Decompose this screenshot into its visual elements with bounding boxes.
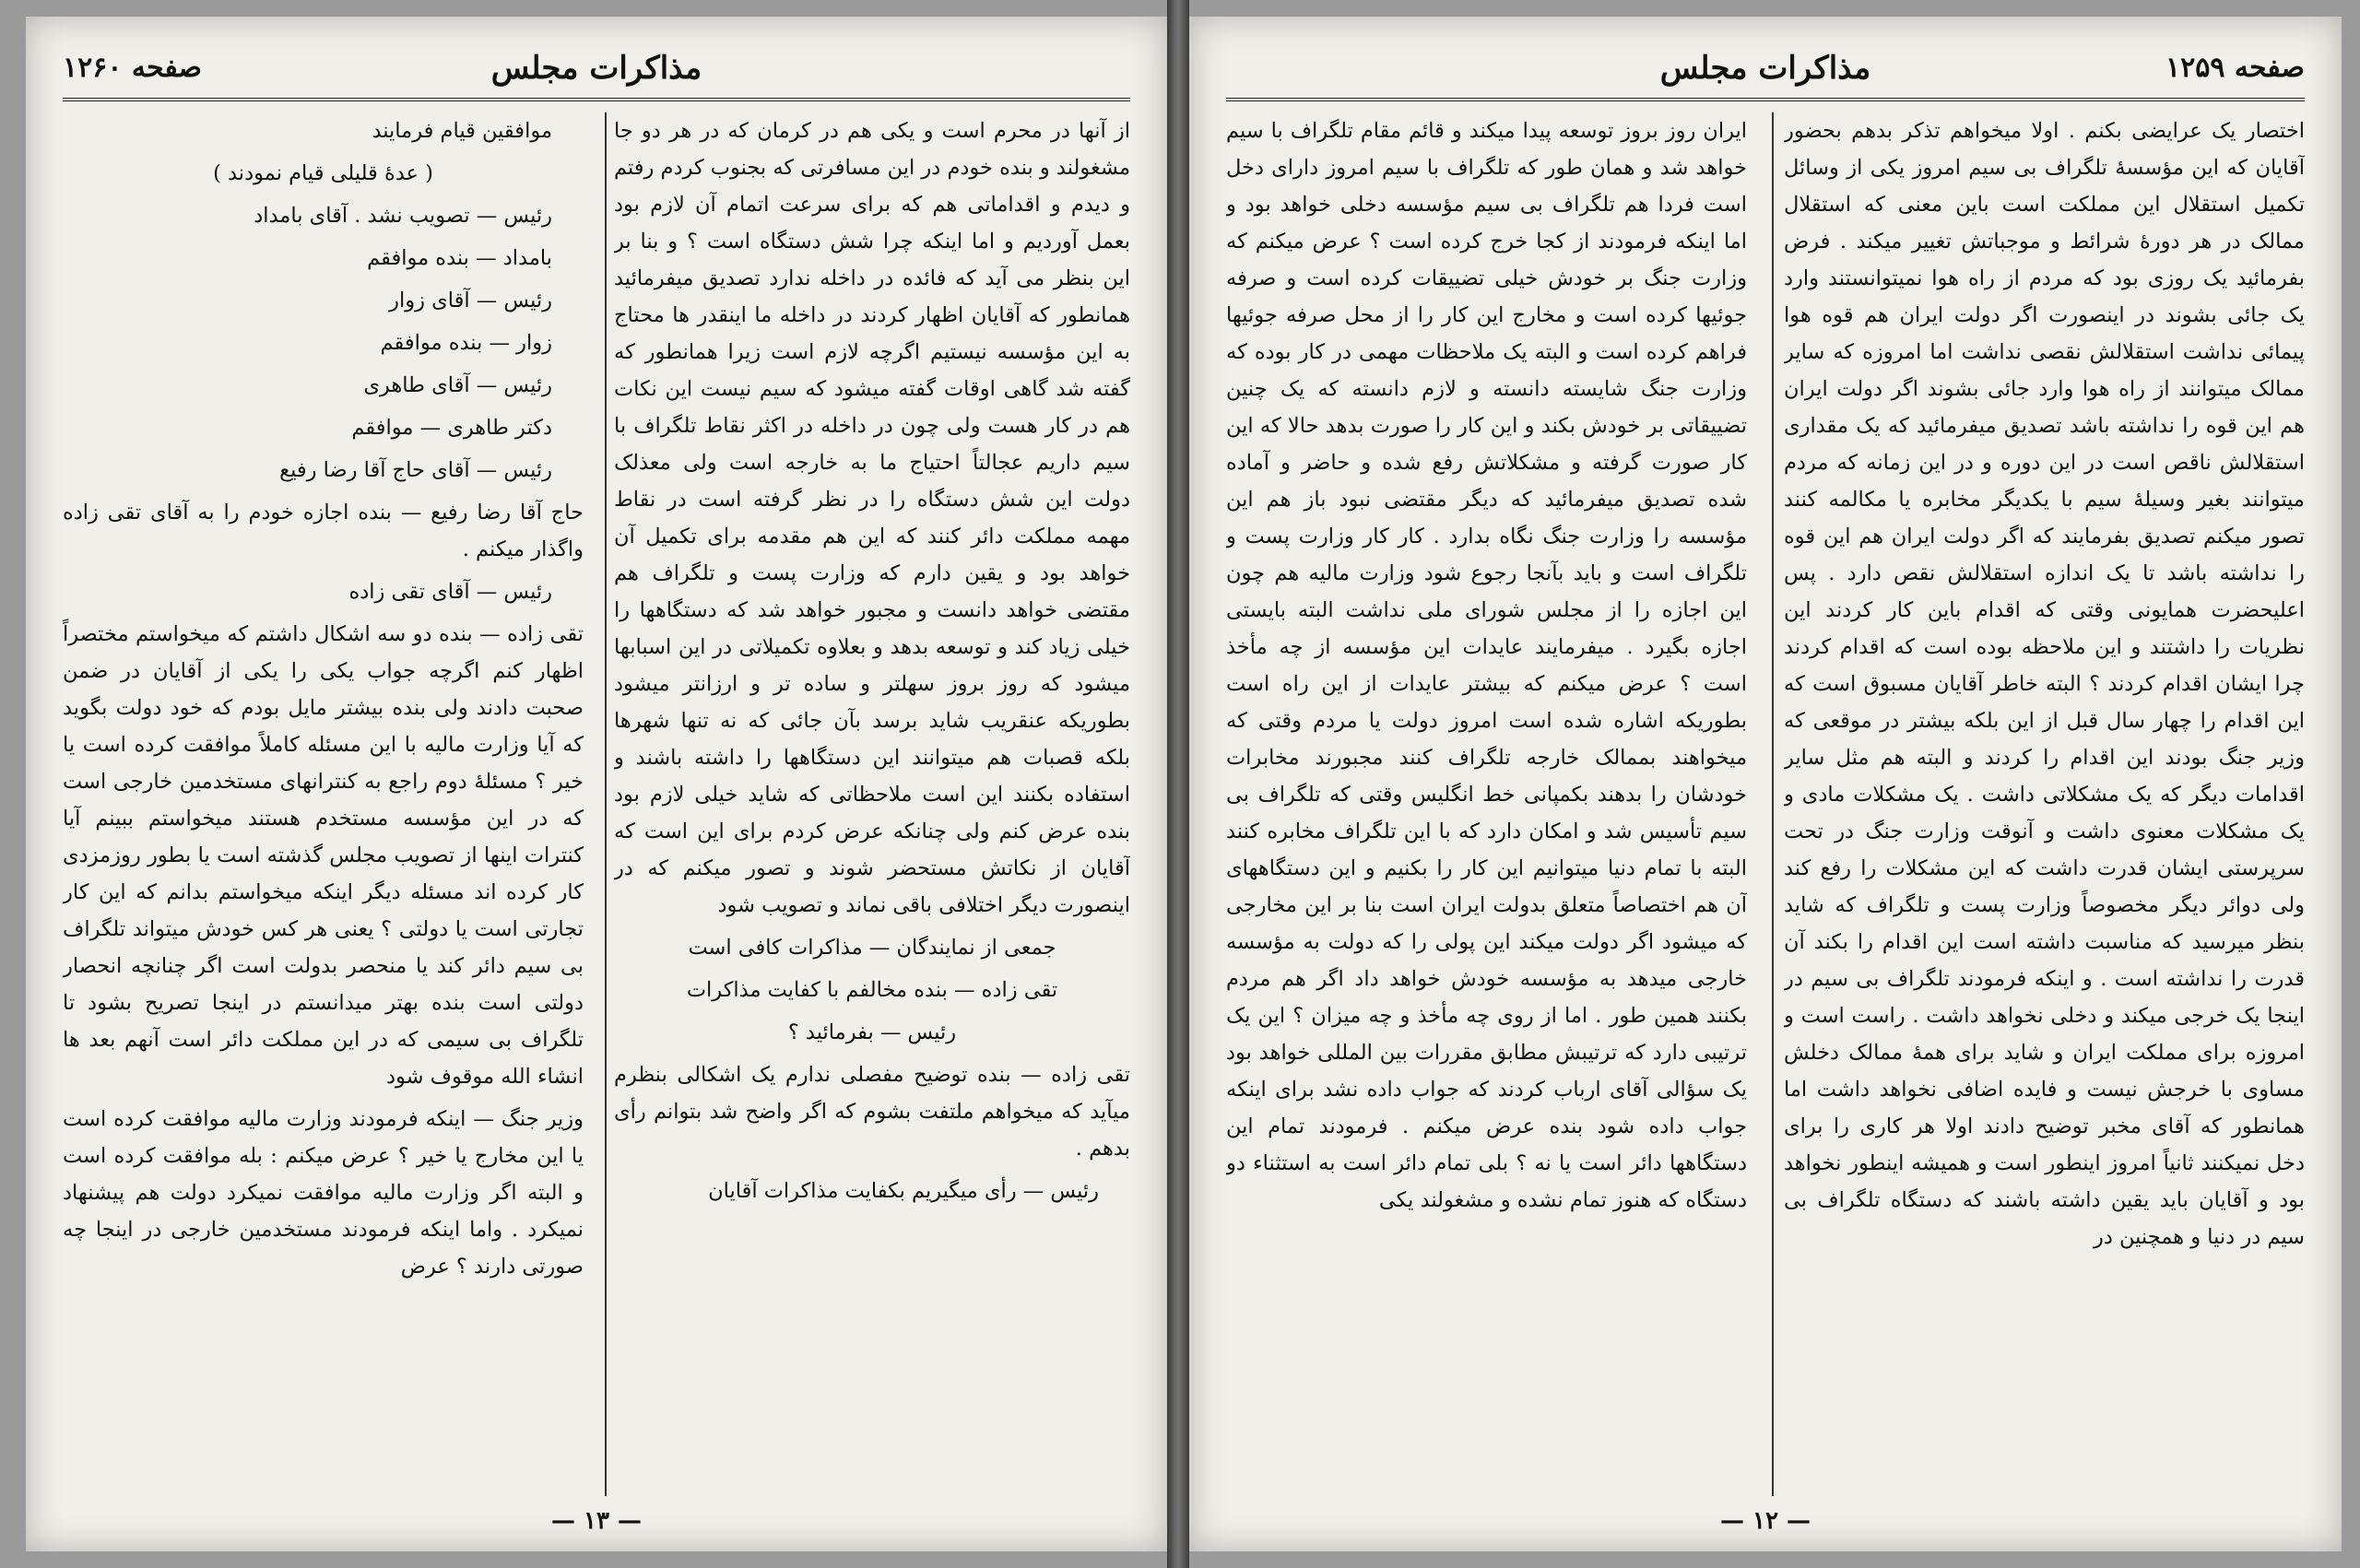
- paragraph: رئیس — رأی میگیریم بکفایت مذاکرات آقایان: [708, 1179, 1099, 1203]
- column-divider: [1772, 112, 1774, 1496]
- paragraph: تقی زاده — بنده توضیح مفصلی ندارم یک اشکالی بنظرم میآید که میخواهم ملتفت بشوم که اگر واضح شد بتوانم رأی بدهم .: [614, 1063, 1130, 1161]
- paragraph: موافقین قیام فرمایند: [372, 119, 552, 143]
- paragraph: رئیس — آقای حاج آقا رضا رفیع: [279, 458, 552, 482]
- paragraph: تقی زاده — بنده مخالفم با کفایت مذاکرات: [686, 978, 1058, 1002]
- right-page-header: [1226, 46, 2305, 101]
- paragraph: زوار — بنده موافقم: [380, 331, 552, 355]
- right-page: [1189, 17, 2342, 1551]
- paragraph: دکتر طاهری — موافقم: [351, 416, 552, 440]
- paragraph: رئیس — آقای تقی زاده: [348, 580, 552, 604]
- left-page-column-right: [614, 112, 1130, 1496]
- left-page-number: صفحه ۱۲۶۰: [63, 52, 202, 84]
- paragraph: بامداد — بنده موافقم: [367, 246, 552, 270]
- right-page-column-left: [1226, 112, 1747, 1496]
- paragraph: ایران روز بروز توسعه پیدا میکند و قائم مقام تلگراف با سیم خواهد شد و همان طور که تلگراف با سیم امروز دارای دخل است فردا هم تلگراف بی سیم مؤسسه دخلی خواهد بود و اما اینکه فرمودند از کجا خرج کرده است ؟ عرض میکنم که وزارت جنگ بر خودش خیلی تضییقات کرده است و صرفه جوئیها کرده است و مخارج این کار را از محل صرفه جوئیها فراهم کرده است و البته یک ملاحظات مهمی در کار بوده که وزارت جنگ شایسته دانسته و لازم دانسته که یک چنین تضییقاتی بر خودش بکند و این کار را صورت بدهد حالا که این کار صورت گرفته و مشکلاتش رفع شده و حاضر و آماده شده تصدیق میفرمائید که دیگر مقتضی نبود باز هم این مؤسسه را وزارت جنگ نگاه بدارد . کار کار وزارت پست و تلگراف است و باید بآنجا رجوع شود وزارت مالیه هم چون این اجازه را از مجلس شورای ملی نداشت البته بایستی اجازه بگیرد . میفرمایند عایدات این مؤسسه از چه مأخذ است ؟ عرض میکنم که بیشتر عایدات از این راه است بطوریکه اشاره شده است امروز دولت یا مردم وقتی که میخواهند بممالک خارجه تلگراف کنند مجبورند مخابرات خودشان را بدهند بکمپانی خط انگلیس وقتی که تلگراف بی سیم تأسیس شد و امکان دارد که با این تلگراف مخابره کنند البته با تمام دنیا میتوانیم این کار را بکنیم و این دستگاههای آن هم اختصاصاً متعلق بدولت ایران است بنا بر این مخارجی که میشود اگر دولت میکند این پولی را که دولت به مؤسسه خارجی میدهد به مؤسسه خودش خواهد داد اگر هم مردم بکنند همین طور . اما از روی چه مأخذ و چه میزان ؟ این یک ترتیبی دارد که ترتیبش مطابق مقررات بین المللی خواهد بود یک سؤالی آقای ارباب کردند که جواب داده نشد برای اینکه جواب داده شود بنده عرض میکنم . فرمودند تمام این دستگاهها دائر است یا نه ؟ بلی تمام دائر است به استثناء دو دستگاه که هنوز تمام نشده و مشغولند یکی: [1226, 119, 1747, 1212]
- right-page-column-right: [1784, 112, 2305, 1496]
- left-page-folio: — ۱۳ —: [550, 1507, 643, 1535]
- paragraph: رئیس — آقای زوار: [389, 289, 552, 312]
- left-page: [26, 17, 1167, 1551]
- paragraph: جمعی از نمایندگان — مذاکرات کافی است: [688, 936, 1056, 960]
- left-page-header: [63, 46, 1130, 101]
- paragraph: تقی زاده — بنده دو سه اشکال داشتم که میخواستم مختصراً اظهار کنم اگرچه جواب یکی را یکی از آقایان در ضمن صحبت دادند ولی بنده بیشتر مایل بودم که خود دولت بگوید که آیا وزارت مالیه با این مسئله کاملاً موافقت کرده است یا خیر ؟ مسئلهٔ دوم راجع به کنترانهای مستخدمین خارجی است که در این مؤسسه مستخدم هستند میخواستم ببینم آیا کنترات اینها از تصویب مجلس گذشته است یا بطور روزمزدی کار کرده اند مسئله دیگر اینکه میخواستم بدانم که این کار تجارتی است یا دولتی ؟ یعنی هر کس خودش میتواند تلگراف بی سیم دائر کند یا منحصر بدولت است اگر چنانچه انحصار دولتی است بنده بهتر میدانستم در اینجا تصریح بشود تا تلگراف بی سیمی که در این مملکت دائر است آنهم بعد ها انشاء الله موقوف شود: [63, 622, 584, 1089]
- paragraph: اختصار یک عرایضی بکنم . اولا میخواهم تذکر بدهم بحضور آقایان که این مؤسسهٔ تلگراف بی سیم امروز یکی از وسائل تکمیل استقلال این مملکت است باین معنی که استقلال ممالک در هر دورهٔ شرائط و موجباتش تغییر میکند . فرض بفرمائید یک روزی بود که مردم از راه هوا نمیتوانستند وارد یک جائی بشوند در اینصورت اگر دولت ایران هم قوه هوا پیمائی نداشت استقلالش نقصی نداشت اما امروزه که سایر ممالک میتوانند از راه هوا وارد جائی بشوند اگر دولت ایران هم این قوه را نداشته باشد تصدیق میفرمائید که یک مقداری استقلالش ناقص است در این دوره و در این زمانه که مردم میتوانند بغیر وسیلهٔ سیم با یکدیگر مخابره یا مکالمه کنند تصور میکنم تصدیق بفرمایند که اگر دولت ایران هم این قوه را نداشته باشد تا یک اندازه استقلالش نقص دارد . پس اعلیحضرت همایونی وقتی که اقدام باین کار کردند این نظریات را داشتند و این ملاحظه بوده است که اقدام کردند چرا ایشان اقدام کردند ؟ البته خاطر آقایان مسبوق است که این اقدام را چهار سال قبل از این بلکه بیشتر در موقعی که وزیر جنگ بودند این اقدام را کردند و البته هم مثل سایر اقدامات دیگر که یک مشکلاتی داشت . یک مشکلات مادی و یک مشکلات معنوی داشت و آنوقت وزارت جنگ در تحت سرپرستی ایشان قدرت داشت که این مشکلات را رفع کند ولی دوائر دیگر مخصوصاً وزارت پست و تلگراف که شاید بنظر میرسید که مناسبت داشته است این اقدام را بکند آن قدرت را نداشته است . و اینکه فرمودند تلگراف بی سیم در اینجا یک خرجی میکند و دخلی نخواهد داشت . راست است و امروزه برای مملکت ایران و شاید برای همهٔ ممالک دخلش مساوی با خرجش نیست و فایده اضافی نخواهد داشت اما همانطور که آقای مخبر توضیح دادند اولا هر کاری را برای دخل نمیکنند ثانیاً امروز اینطور است و همیشه اینطور نخواهد بود و آقایان باید یقین داشته باشند که دستگاه تلگراف بی سیم در دنیا و همچنین در: [1784, 119, 2305, 1249]
- paragraph: رئیس — تصویب نشد . آقای بامداد: [254, 204, 552, 228]
- paragraph: وزیر جنگ — اینکه فرمودند وزارت مالیه موافقت کرده است یا این مخارج یا خیر ؟ عرض میکنم : بله موافقت کرده است و البته اگر وزارت مالیه موافقت نمیکرد دولت هم پیشنهاد نمیکرد . واما اینکه فرمودند مستخدمین خارجی در اینجا چه صورتی دارند ؟ عرض: [63, 1107, 584, 1279]
- paragraph: از آنها در محرم است و یکی هم در کرمان که در هر دو جا مشغولند و بنده خودم در این مسافرتی که بجنوب کردم رفتم و دیدم و اقداماتی هم که برای سرعت اتمام آن لازم بود بعمل آوردیم و اما اینکه چرا شش دستگاه است ؟ و بنا بر این بنظر می آید که فائده در داخله ندارد تصدیق میفرمائید همانطور که آقایان اظهار کردند در داخله ما اینقدر ها محتاج به این مؤسسه نیستیم اگرچه لازم است زیرا همانطور که گفته شد گاهی اوقات گفته میشود که سیم نیست این نکات هم در کار هست ولی چون در داخله در اکثر نقاط تلگراف با سیم داریم عجالتاً احتیاج ما به خارجه است ولی معذلک دولت این شش دستگاه را در نظر گرفته است در نقاط مهمه مملکت دائر کنند که این هم مقدمه برای تکمیل آن خواهد بود و یقین دارم که وزارت پست و تلگراف هم مقتضی خواهد دانست و مجبور خواهد شد که دستگاهها را خیلی زیاد کند و توسعه بدهد و بعلاوه تکمیلاتی در این اسبابها میشود که روز بروز سهلتر و ساده تر و ارزانتر میشود بطوریکه عنقریب شاید برسد بآن جائی که نه تنها شهرها بلکه قصبات هم میتوانند این دستگاهها را داشته باشند و استفاده بکنند این است ملاحظاتی که شاید خیلی لازم بود بنده عرض کنم ولی چنانکه عرض کردم برای این است که آقایان از نکاتش مستحضر شوند و تصور میکنم که در اینصورت دیگر اختلافی باقی نماند و تصویب شود: [614, 119, 1130, 917]
- right-page-title: مذاکرات مجلس: [1659, 50, 1871, 87]
- paragraph: حاج آقا رضا رفیع — بنده اجازه خودم را به آقای تقی زاده واگذار میکنم .: [63, 501, 584, 561]
- paragraph: ( عدۀ قلیلی قیام نمودند ): [213, 161, 433, 185]
- column-divider: [605, 112, 607, 1496]
- right-page-folio: — ۱۲ —: [1719, 1507, 1811, 1535]
- left-page-column-left: [63, 112, 584, 1496]
- paragraph: رئیس — بفرمائید ؟: [787, 1020, 957, 1044]
- paragraph: رئیس — آقای طاهری: [363, 373, 552, 397]
- right-page-number: صفحه ۱۲۵۹: [2165, 52, 2305, 84]
- left-page-title: مذاکرات مجلس: [490, 50, 702, 87]
- book-gutter: [1167, 0, 1189, 1568]
